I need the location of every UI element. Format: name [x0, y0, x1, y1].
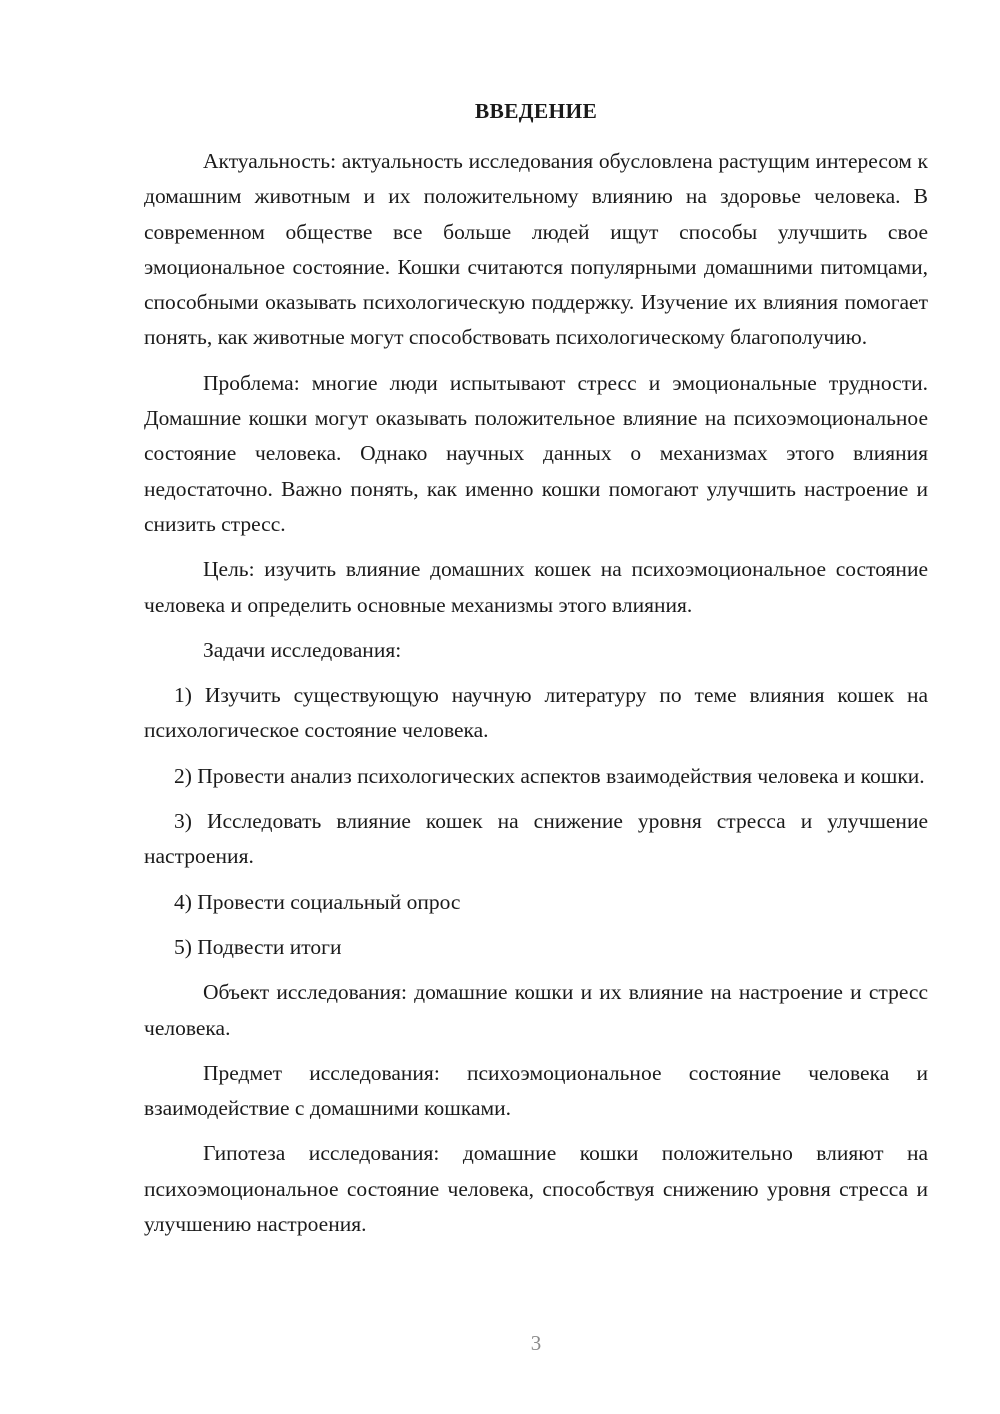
task-item-2: 2) Провести анализ психологических аспектов взаимодействия человека и кошки. [174, 763, 925, 788]
section-heading: ВВЕДЕНИЕ [474, 99, 598, 123]
subject-paragraph: Предмет исследования: психоэмоциональное состояние человека и взаимодействие с домашними кошками. [144, 1060, 928, 1121]
goal-paragraph: Цель: изучить влияние домашних кошек на психоэмоциональное состояние человека и определить основные механизмы этого влияния. [144, 557, 928, 617]
task-item-1: 1) Изучить существующую научную литературу по теме влияния кошек на психологическое состояние человека. [144, 683, 928, 743]
hypothesis-paragraph: Гипотеза исследования: домашние кошки положительно влияют на психоэмоциональное состояние человека, способствуя снижению уровня стресса и улучшению настроения. [144, 1141, 928, 1237]
task-item-5: 5) Подвести итоги [174, 934, 342, 959]
task-item-3: 3) Исследовать влияние кошек на снижение уровня стресса и улучшение настроения. [144, 809, 928, 869]
problem-paragraph: Проблема: многие люди испытывают стресс и эмоциональные трудности. Домашние кошки могут оказывать положительное влияние на психоэмоциональное состояние человека. Однако научных данных о механизмах этого влияния недостаточно. Важно понять, как именно кошки помогают улучшить настроение и снизить стресс. [144, 370, 928, 536]
relevance-paragraph: Актуальность: актуальность исследования обусловлена растущим интересом к домашним животным и их положительному влиянию на здоровье человека. В современном обществе все больше людей ищут способы улучшить свое эмоциональное состояние. Кошки считаются популярными домашними питомцами, способными оказывать психологическую поддержку. Изучение их влияния помогает понять, как животные могут способствовать психологическому благополучию. [144, 149, 928, 350]
tasks-title: Задачи исследования: [203, 637, 402, 662]
document-body [144, 96, 928, 1242]
page-number: 3 [530, 1331, 542, 1355]
object-paragraph: Объект исследования: домашние кошки и их влияние на настроение и стресс человека. [144, 980, 928, 1040]
task-item-4: 4) Провести социальный опрос [174, 889, 461, 914]
